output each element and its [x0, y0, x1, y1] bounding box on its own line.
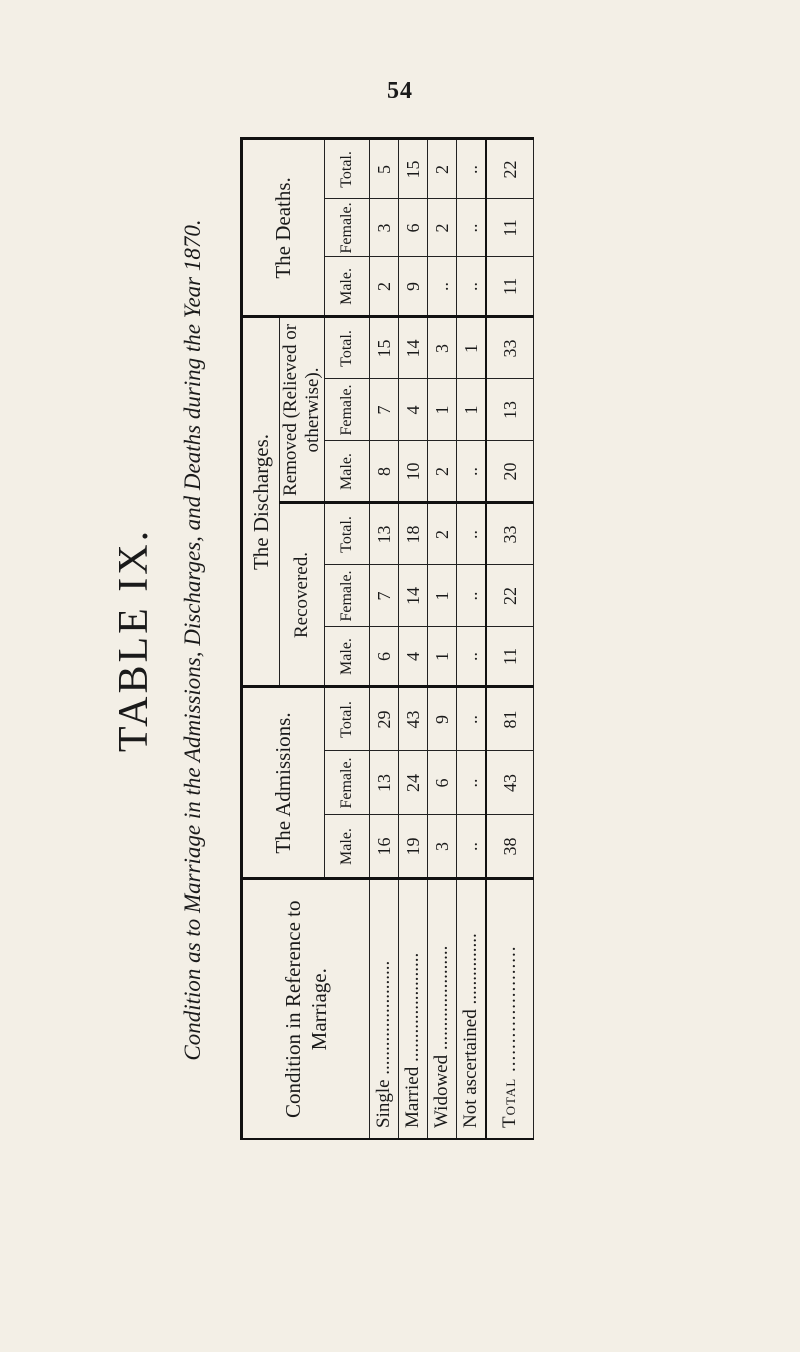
- removed-header: Removed (Relieved or otherwise).: [280, 317, 325, 503]
- cell: 1: [428, 627, 457, 687]
- cell: 22: [486, 565, 534, 627]
- table-row: [457, 139, 487, 1139]
- cell: 38: [486, 815, 534, 879]
- cell: 1: [428, 379, 457, 441]
- cell: 9: [428, 687, 457, 751]
- cell: 6: [370, 627, 399, 687]
- cell: 13: [486, 379, 534, 441]
- cell: 11: [486, 257, 534, 317]
- cell: 2: [370, 257, 399, 317]
- adm-total-header: Total.: [325, 687, 370, 751]
- cell: 43: [486, 751, 534, 815]
- cell: 16: [370, 815, 399, 879]
- table-row: [428, 139, 457, 1139]
- rem-female-header: Female.: [325, 379, 370, 441]
- cell: 2: [428, 503, 457, 565]
- cell: 18: [399, 503, 428, 565]
- cell: 10: [399, 441, 428, 503]
- cell: 1: [428, 565, 457, 627]
- marriage-condition-table: [240, 137, 534, 1140]
- condition-header: Condition in Reference to Marriage.: [242, 879, 370, 1139]
- cell: 3: [370, 199, 399, 257]
- cell: ..: [457, 139, 487, 199]
- rec-male-header: Male.: [325, 627, 370, 687]
- cell: 11: [486, 199, 534, 257]
- cell: 7: [370, 379, 399, 441]
- cell: 1: [457, 379, 487, 441]
- rec-total-header: Total.: [325, 503, 370, 565]
- table-row: [370, 139, 399, 1139]
- adm-female-header: Female.: [325, 751, 370, 815]
- row-label: Not ascertained ...............: [457, 879, 487, 1139]
- cell: 5: [370, 139, 399, 199]
- cell: ..: [457, 627, 487, 687]
- page-number: 54: [387, 78, 413, 104]
- cell: ..: [428, 257, 457, 317]
- rem-total-header: Total.: [325, 317, 370, 379]
- cell: 33: [486, 317, 534, 379]
- cell: 4: [399, 379, 428, 441]
- cell: 3: [428, 815, 457, 879]
- cell: 7: [370, 565, 399, 627]
- cell: ..: [457, 751, 487, 815]
- table-caption: Condition as to Marriage in the Admissions, Discharges, and Deaths during the Year 1870.: [180, 219, 205, 1061]
- rem-male-header: Male.: [325, 441, 370, 503]
- cell: 8: [370, 441, 399, 503]
- cell: ..: [457, 815, 487, 879]
- dth-female-header: Female.: [325, 199, 370, 257]
- cell: 14: [399, 317, 428, 379]
- total-row: [486, 139, 534, 1139]
- cell: 19: [399, 815, 428, 879]
- cell: 29: [370, 687, 399, 751]
- cell: 22: [486, 139, 534, 199]
- cell: ..: [457, 441, 487, 503]
- cell: 6: [399, 199, 428, 257]
- admissions-header: The Admissions.: [242, 687, 325, 879]
- rotated-table-page: [90, 140, 690, 1140]
- cell: ..: [457, 257, 487, 317]
- cell: 2: [428, 199, 457, 257]
- deaths-header: The Deaths.: [242, 139, 325, 317]
- cell: 24: [399, 751, 428, 815]
- cell: 14: [399, 565, 428, 627]
- row-label: Widowed ......................: [428, 879, 457, 1139]
- recovered-header: Recovered.: [280, 503, 325, 687]
- cell: 13: [370, 751, 399, 815]
- cell: 11: [486, 627, 534, 687]
- row-label: Single ........................: [370, 879, 399, 1139]
- cell: 2: [428, 441, 457, 503]
- cell: ..: [457, 199, 487, 257]
- cell: ..: [457, 687, 487, 751]
- total-label: Total ......................: [486, 879, 534, 1139]
- cell: 9: [399, 257, 428, 317]
- row-label: Married .......................: [399, 879, 428, 1139]
- cell: 3: [428, 317, 457, 379]
- table-label: TABLE IX.: [111, 527, 157, 753]
- cell: 1: [457, 317, 487, 379]
- dth-total-header: Total.: [325, 139, 370, 199]
- rec-female-header: Female.: [325, 565, 370, 627]
- cell: 43: [399, 687, 428, 751]
- cell: ..: [457, 565, 487, 627]
- cell: 81: [486, 687, 534, 751]
- cell: 15: [399, 139, 428, 199]
- table-row: [399, 139, 428, 1139]
- cell: 2: [428, 139, 457, 199]
- cell: 4: [399, 627, 428, 687]
- discharges-header: The Discharges.: [242, 317, 280, 687]
- cell: 15: [370, 317, 399, 379]
- dth-male-header: Male.: [325, 257, 370, 317]
- cell: 33: [486, 503, 534, 565]
- cell: ..: [457, 503, 487, 565]
- cell: 20: [486, 441, 534, 503]
- cell: 6: [428, 751, 457, 815]
- cell: 13: [370, 503, 399, 565]
- adm-male-header: Male.: [325, 815, 370, 879]
